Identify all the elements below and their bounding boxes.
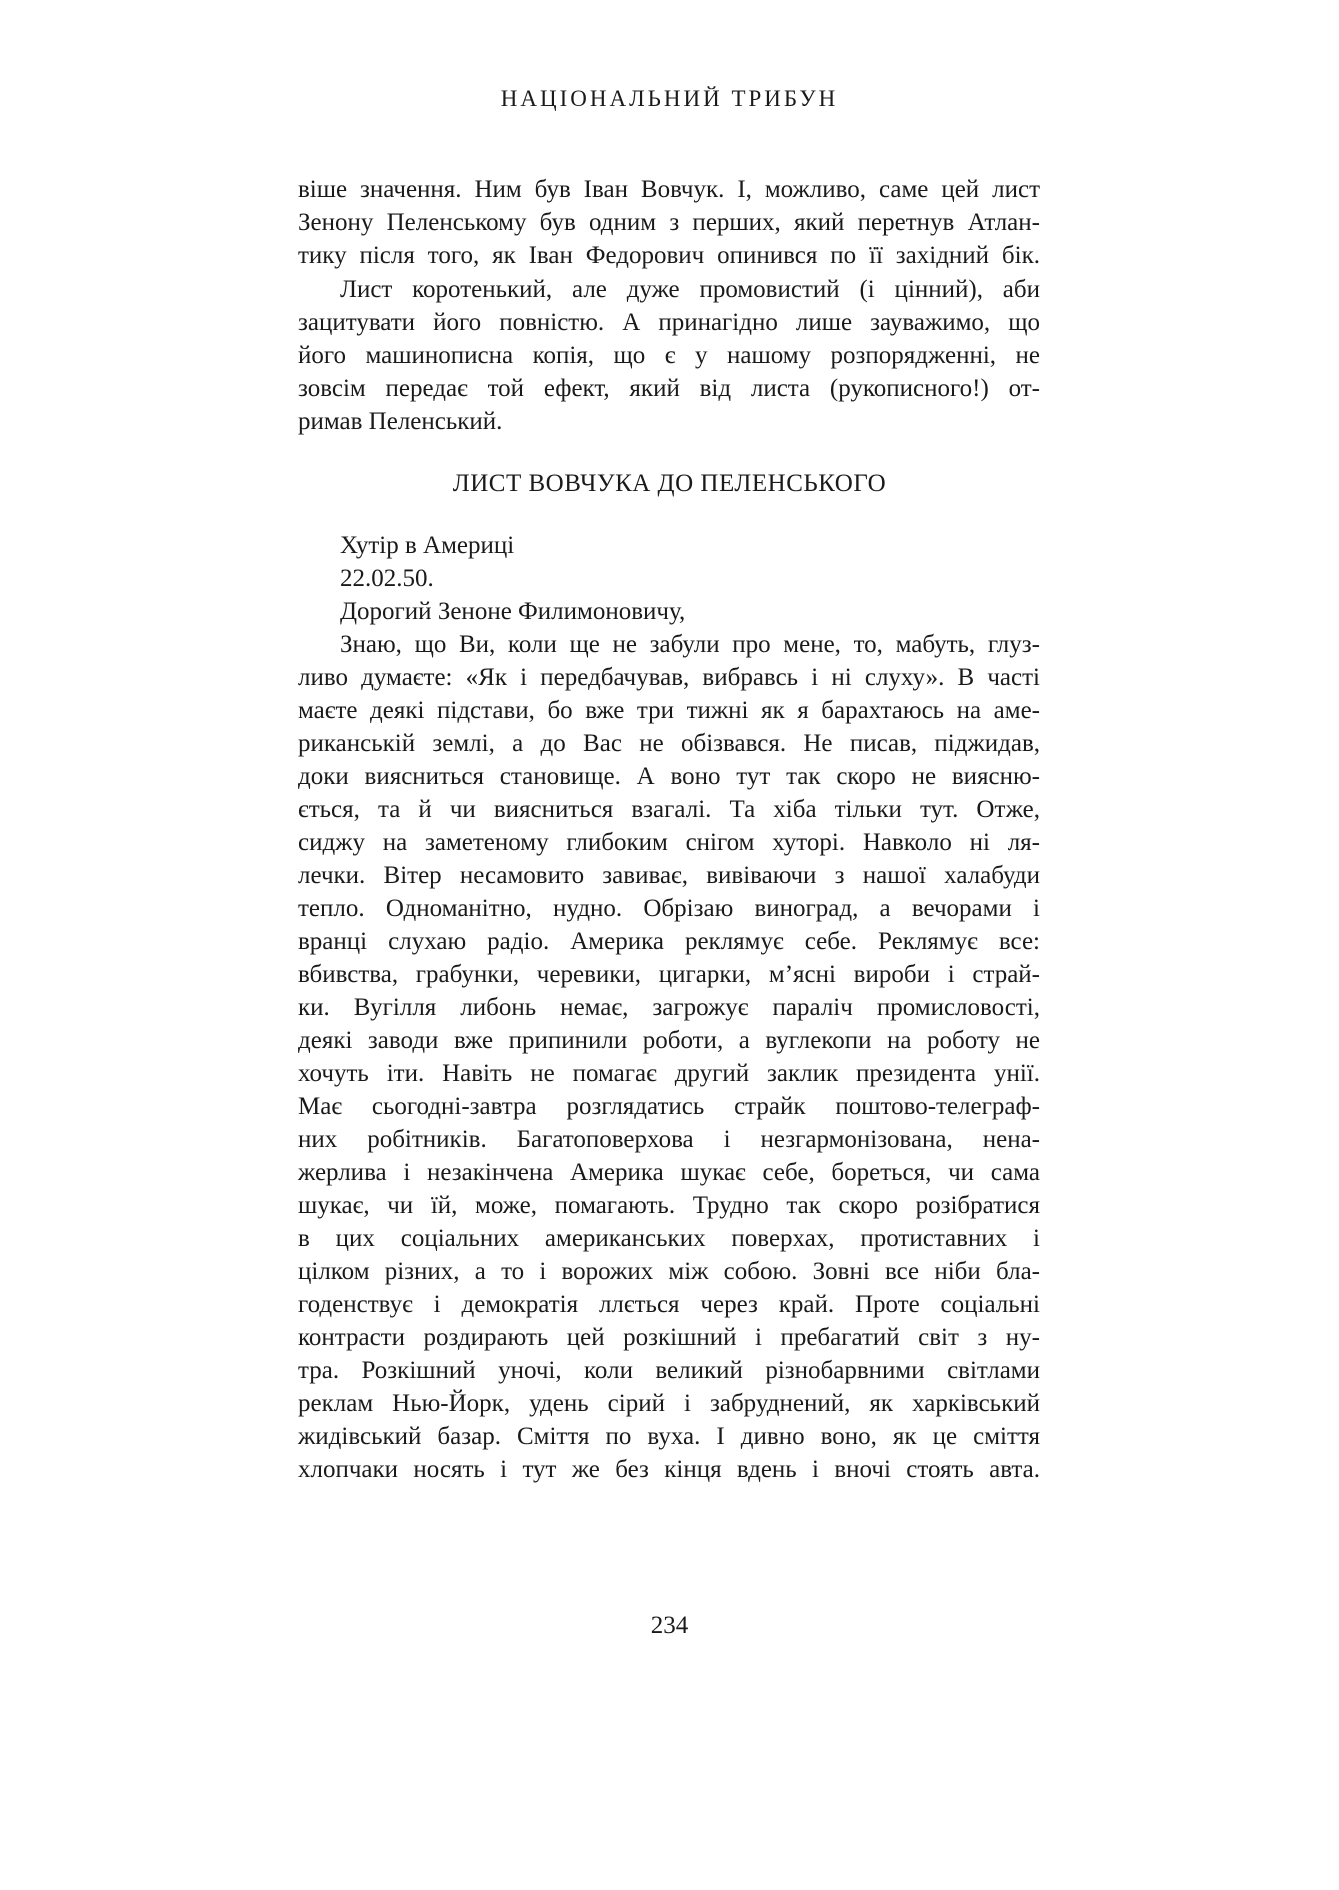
- text-line: годенствує і демократія ллється через край. Проте соціальні: [298, 1291, 1040, 1318]
- running-header: НАЦІОНАЛЬНИЙ ТРИБУН: [500, 86, 839, 111]
- text-line: риканській землі, а до Вас не обізвався. Не писав, піджидав,: [298, 730, 1040, 757]
- text-line: римав Пеленський.: [298, 408, 503, 435]
- text-line: деякі заводи вже припинили роботи, а вуглекопи на роботу не: [298, 1027, 1040, 1054]
- text-line: віше значення. Ним був Іван Вовчук. І, можливо, саме цей лист: [298, 176, 1040, 203]
- text-line: зовсім передає той ефект, який від листа (рукописного!) от-: [298, 375, 1040, 402]
- text-line: доки вияснитьcя становище. А воно тут так скоро не виясню-: [298, 763, 1040, 790]
- text-line: жидівський базар. Сміття по вуха. І дивно воно, як це сміття: [298, 1423, 1040, 1450]
- text-line: тра. Розкішний уночі, коли великий різнобарвними світлами: [298, 1357, 1040, 1384]
- text-line: реклам Нью-Йорк, удень сірий і забруднений, як харківський: [298, 1390, 1040, 1417]
- letter-body: [298, 628, 1040, 1486]
- text-line: контрасти роздирають цей розкішний і пребагатий світ з ну-: [298, 1324, 1040, 1351]
- intro-paragraph-1: [298, 173, 1040, 272]
- letter-date: 22.02.50.: [340, 565, 434, 592]
- intro-paragraph-2: [298, 273, 1040, 438]
- section-heading: ЛИСТ ВОВЧУКА ДО ПЕЛЕНСЬКОГО: [452, 470, 887, 497]
- text-line: ється, та й чи вияснитьcя взагалі. Та хіба тільки тут. Отже,: [298, 796, 1040, 823]
- text-line: вранці слухаю радіо. Америка реклямує себе. Реклямує все:: [298, 928, 1040, 955]
- text-line: ливо думаєте: «Як і передбачував, вибравсь і ні слуху». В часті: [298, 664, 1040, 691]
- text-line: них робітників. Багатоповерхова і незгармонізована, нена-: [298, 1126, 1040, 1153]
- text-line: лечки. Вітер несамовито завиває, вивіваючи з нашої халабуди: [298, 862, 1040, 889]
- text-line: в цих соціальних американських поверхах, протиставних і: [298, 1225, 1040, 1252]
- letter: [298, 529, 1040, 1486]
- page-number: 234: [650, 1612, 689, 1639]
- text-line: жерлива і незакінчена Америка шукає себе, бореться, чи сама: [298, 1159, 1040, 1186]
- letter-salutation: Дорогий Зеноне Филимоновичу,: [340, 598, 686, 625]
- text-line: тику після того, як Іван Федорович опинився по її західний бік.: [298, 242, 1040, 269]
- text-line: Зенону Пеленському був одним з перших, який перетнув Атлан-: [298, 209, 1040, 236]
- text-line: зацитувати його повністю. А принагідно лише зауважимо, що: [298, 309, 1040, 336]
- text-line: ки. Вугілля либонь немає, загрожує параліч промисловості,: [298, 994, 1040, 1021]
- text-line: маєте деякі підстави, бо вже три тижні як я барахтаюсь на аме-: [298, 697, 1040, 724]
- text-line: Має сьогодні-завтра розглядатись страйк поштово-телеграф-: [298, 1093, 1040, 1120]
- text-line: Знаю, що Ви, коли ще не забули про мене, то, мабуть, глуз-: [340, 631, 1040, 658]
- text-line: Лист коротенький, але дуже промовистий (і цінний), аби: [340, 276, 1040, 303]
- text-line: цілком різних, а то і ворожих між собою. Зовні все ніби бла-: [298, 1258, 1040, 1285]
- text-line: його машинописна копія, що є у нашому розпорядженні, не: [298, 342, 1040, 369]
- text-line: сиджу на заметеному глибоким снігом хуторі. Навколо ні ля-: [298, 829, 1040, 856]
- letter-place: Хутір в Америці: [340, 532, 515, 559]
- text-line: вбивства, грабунки, черевики, цигарки, м’ясні вироби і страй-: [298, 961, 1040, 988]
- text-line: хочуть іти. Навіть не помагає другий заклик президента унії.: [298, 1060, 1040, 1087]
- text-line: тепло. Одноманітно, нудно. Обрізаю виноград, а вечорами і: [298, 895, 1040, 922]
- text-line: хлопчаки носять і тут же без кінця вдень і вночі стоять авта.: [298, 1456, 1040, 1483]
- text-line: шукає, чи їй, може, помагають. Трудно так скоро розібратися: [298, 1192, 1040, 1219]
